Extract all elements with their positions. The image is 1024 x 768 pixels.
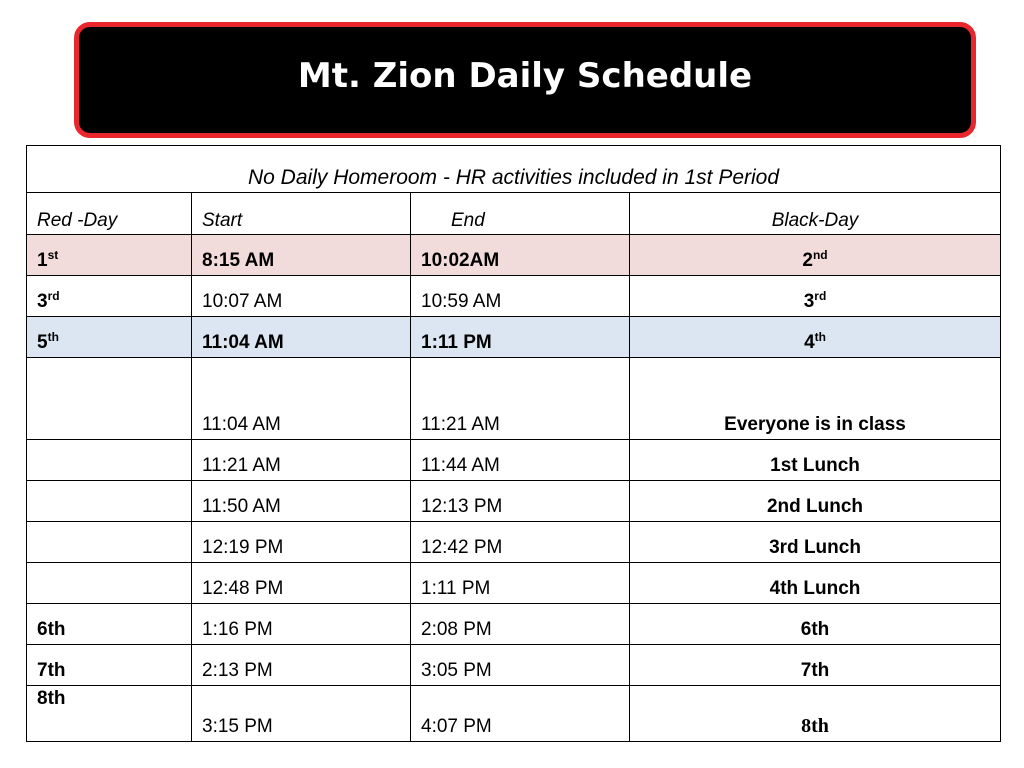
red-day-value: 3 (37, 291, 48, 312)
start-cell: 1:16 PM (192, 604, 411, 645)
page-title: Mt. Zion Daily Schedule (297, 56, 753, 96)
notice-cell: No Daily Homeroom - HR activities included in 1st Period (27, 146, 1001, 193)
black-day-cell: 3rd Lunch (630, 522, 1001, 563)
table-row (27, 235, 1001, 276)
black-day-cell (630, 235, 1001, 276)
black-day-value: 3 (803, 291, 815, 312)
end-cell: 1:11 PM (411, 317, 630, 358)
start-cell: 11:50 AM (192, 481, 411, 522)
table-row (27, 481, 1001, 522)
red-day-cell: 7th (27, 645, 192, 686)
end-cell: 3:05 PM (411, 645, 630, 686)
table-row (27, 276, 1001, 317)
black-day-value: 4 (804, 332, 815, 353)
end-cell: 10:02AM (411, 235, 630, 276)
table-row (27, 645, 1001, 686)
red-day-cell (27, 358, 192, 440)
start-cell: 12:48 PM (192, 563, 411, 604)
red-day-cell: 8th (27, 686, 192, 742)
start-cell: 12:19 PM (192, 522, 411, 563)
black-day-value: 8th (801, 715, 829, 737)
table-row (27, 604, 1001, 645)
header-start: Start (192, 193, 411, 235)
end-cell: 11:21 AM (411, 358, 630, 440)
red-day-suffix: st (47, 248, 59, 262)
start-cell: 11:04 AM (192, 358, 411, 440)
black-day-cell: 6th (630, 604, 1001, 645)
red-day-cell (27, 522, 192, 563)
black-day-cell: 4th Lunch (630, 563, 1001, 604)
black-day-suffix: th (814, 330, 826, 344)
start-cell: 2:13 PM (192, 645, 411, 686)
header-black-day: Black-Day (630, 193, 1001, 235)
black-day-cell: 7th (630, 645, 1001, 686)
table-row (27, 522, 1001, 563)
red-day-cell: 6th (27, 604, 192, 645)
start-cell: 8:15 AM (192, 235, 411, 276)
end-cell: 4:07 PM (411, 686, 630, 742)
end-cell: 1:11 PM (411, 563, 630, 604)
header-row (27, 193, 1001, 235)
black-day-value: 2 (802, 250, 813, 271)
red-day-cell (27, 276, 192, 317)
red-day-cell (27, 481, 192, 522)
black-day-suffix: nd (812, 248, 828, 262)
table-row (27, 563, 1001, 604)
table-row (27, 440, 1001, 481)
notice-row (27, 146, 1001, 193)
header-end: End (411, 193, 630, 235)
end-cell: 2:08 PM (411, 604, 630, 645)
start-cell: 10:07 AM (192, 276, 411, 317)
table-row (27, 317, 1001, 358)
start-cell: 11:04 AM (192, 317, 411, 358)
black-day-cell (630, 276, 1001, 317)
red-day-cell (27, 317, 192, 358)
end-cell: 11:44 AM (411, 440, 630, 481)
table-row (27, 686, 1001, 742)
black-day-suffix: rd (814, 289, 827, 303)
red-day-suffix: rd (47, 289, 60, 303)
red-day-cell (27, 563, 192, 604)
black-day-cell: 2nd Lunch (630, 481, 1001, 522)
start-cell: 3:15 PM (192, 686, 411, 742)
header-red-day: Red -Day (27, 193, 192, 235)
table-row (27, 358, 1001, 440)
end-cell: 12:13 PM (411, 481, 630, 522)
end-cell: 10:59 AM (411, 276, 630, 317)
red-day-value: 5 (37, 332, 48, 353)
black-day-cell (630, 317, 1001, 358)
end-cell: 12:42 PM (411, 522, 630, 563)
black-day-cell: 1st Lunch (630, 440, 1001, 481)
start-cell: 11:21 AM (192, 440, 411, 481)
schedule-table (26, 145, 1001, 742)
red-day-cell (27, 235, 192, 276)
red-day-cell (27, 440, 192, 481)
red-day-suffix: th (47, 330, 59, 344)
title-banner (74, 22, 976, 138)
red-day-value: 1 (37, 250, 48, 271)
black-day-cell (630, 686, 1001, 742)
black-day-cell: Everyone is in class (630, 358, 1001, 440)
